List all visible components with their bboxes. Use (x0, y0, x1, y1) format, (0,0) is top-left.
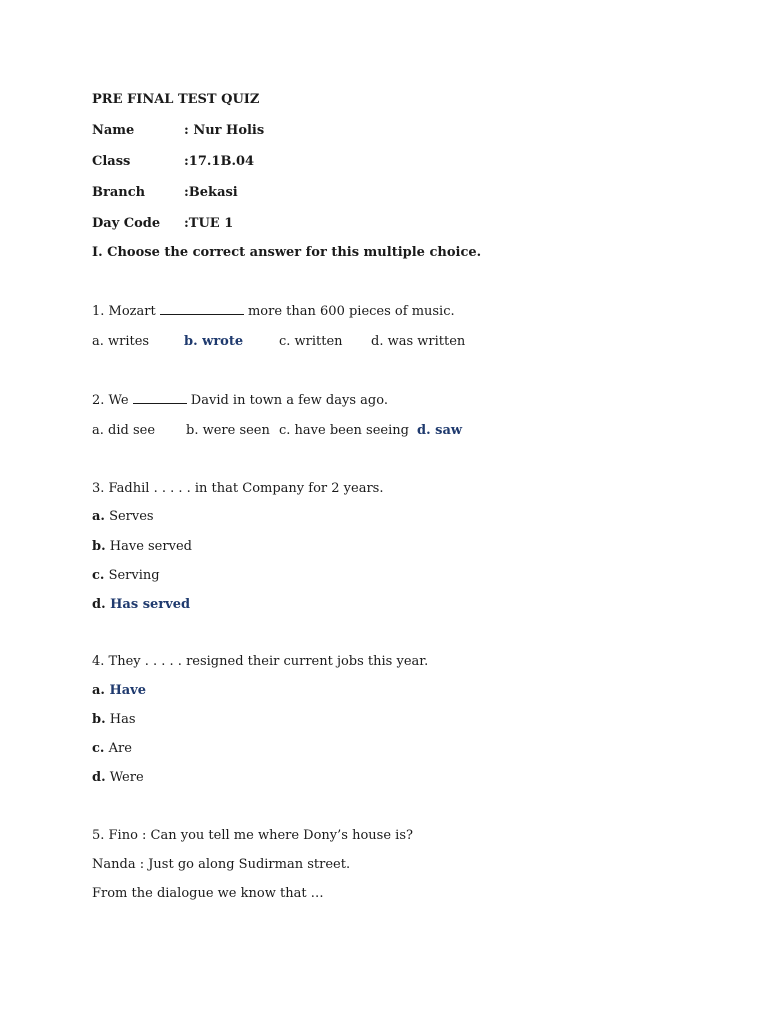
option-text: Has served (105, 597, 191, 612)
q2-option-d: d. saw (417, 423, 463, 438)
answer-blank (160, 302, 244, 315)
option-text: Have (104, 683, 147, 698)
question-5-line-3: From the dialogue we know that … (92, 886, 324, 901)
q2-option-b: b. were seen (186, 423, 270, 438)
question-4: 4. They . . . . . resigned their current jobs this year. (92, 654, 429, 669)
day-code-field (92, 215, 233, 233)
q3-option-a (92, 508, 154, 526)
name-value: : Nur Holis (184, 123, 265, 138)
option-text: Were (105, 770, 144, 785)
q3-option-c (92, 567, 160, 585)
q2-option-a: a. did see (92, 423, 156, 438)
day-code-label: Day Code (92, 216, 161, 231)
question-5: 5. Fino : Can you tell me where Dony’s house is? (92, 828, 413, 843)
option-letter: c. (92, 568, 105, 583)
q1-option-b: b. wrote (184, 334, 244, 349)
option-text: Have served (105, 539, 192, 554)
branch-field (92, 184, 238, 202)
q1-option-c: c. written (279, 334, 343, 349)
question-1-suffix: more than 600 pieces of music. (243, 304, 455, 319)
question-2 (92, 391, 388, 410)
class-value: :17.1B.04 (184, 154, 255, 169)
day-code-value: :TUE 1 (184, 216, 234, 231)
q1-option-a: a. writes (92, 334, 150, 349)
option-letter: c. (92, 741, 105, 756)
option-letter: a. (92, 683, 105, 698)
option-text: Serves (104, 509, 154, 524)
question-1-prefix: 1. Mozart (92, 304, 160, 319)
option-text: Are (104, 741, 132, 756)
name-label: Name (92, 123, 135, 138)
option-letter: a. (92, 509, 105, 524)
option-letter: d. (92, 770, 106, 785)
q3-option-d (92, 596, 190, 614)
name-field (92, 122, 264, 140)
q1-option-d: d. was written (371, 334, 466, 349)
q2-option-c: c. have been seeing (279, 423, 409, 438)
option-letter: b. (92, 539, 106, 554)
option-letter: b. (92, 712, 106, 727)
class-field (92, 153, 254, 171)
option-text: Serving (104, 568, 160, 583)
question-2-suffix: David in town a few days ago. (186, 393, 388, 408)
question-5-line-2: Nanda : Just go along Sudirman street. (92, 857, 351, 872)
branch-label: Branch (92, 185, 146, 200)
q4-option-b (92, 711, 136, 729)
option-text: Has (105, 712, 136, 727)
q4-option-c (92, 740, 132, 758)
question-2-prefix: 2. We (92, 393, 133, 408)
q4-option-d (92, 769, 144, 787)
section-instruction: I. Choose the correct answer for this multiple choice. (92, 245, 482, 260)
question-1 (92, 302, 455, 321)
question-3: 3. Fadhil . . . . . in that Company for 2 years. (92, 481, 384, 496)
q4-option-a (92, 682, 146, 700)
quiz-title: PRE FINAL TEST QUIZ (92, 92, 260, 107)
q3-option-b (92, 538, 192, 556)
class-label: Class (92, 154, 131, 169)
branch-value: :Bekasi (184, 185, 238, 200)
option-letter: d. (92, 597, 106, 612)
answer-blank (133, 391, 187, 404)
